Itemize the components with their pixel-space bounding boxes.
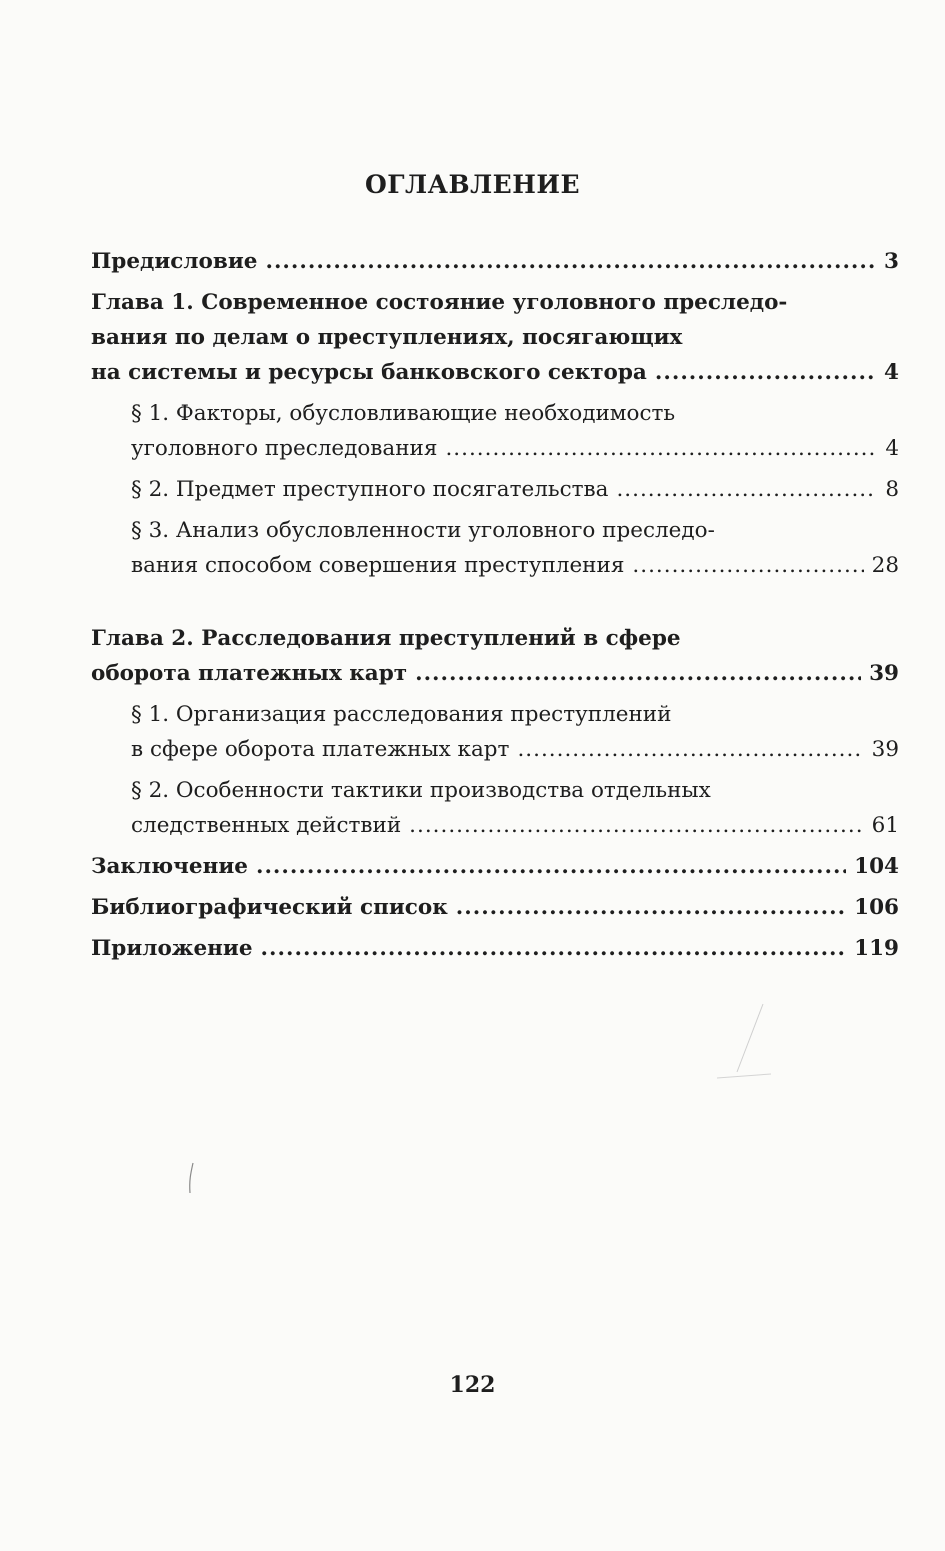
toc-entry-ch2-sec2[interactable]: [91, 773, 899, 843]
dot-leader: [415, 656, 861, 691]
entry-page: 3: [884, 249, 899, 274]
entry-line: § 1. Факторы, обусловливающие необходимость: [131, 401, 676, 426]
entry-title: на системы и ресурсы банковского сектора: [91, 360, 647, 385]
entry-title: Заключение: [91, 854, 248, 879]
entry-page: 119: [854, 936, 899, 961]
toc-title: ОГЛАВЛЕНИЕ: [364, 170, 581, 199]
entry-page: 39: [871, 737, 899, 762]
table-of-contents: [91, 244, 899, 966]
toc-entry-appendix[interactable]: [91, 931, 899, 966]
toc-entry-preface[interactable]: [91, 244, 899, 279]
entry-page: 39: [869, 661, 899, 686]
dot-leader: [456, 890, 846, 925]
entry-page: 4: [885, 436, 899, 461]
entry-page: 28: [871, 553, 899, 578]
entry-page: 8: [885, 477, 899, 502]
dot-leader: [445, 431, 877, 466]
entry-line: Глава 1. Современное состояние уголовного преследо-: [91, 290, 788, 315]
entry-title: вания способом совершения преступления: [131, 553, 625, 578]
entry-line: § 2. Особенности тактики производства отдельных: [131, 778, 711, 803]
entry-page: 61: [871, 813, 899, 838]
entry-page: 4: [884, 360, 899, 385]
toc-entry-chapter-2[interactable]: [91, 621, 899, 691]
dot-leader: [265, 244, 876, 279]
entry-title: § 2. Предмет преступного посягательства: [131, 477, 609, 502]
dot-leader: [517, 732, 863, 767]
page-number: 122: [449, 1372, 496, 1398]
entry-title: следственных действий: [131, 813, 402, 838]
entry-title: Предисловие: [91, 249, 258, 274]
toc-entry-ch1-sec2[interactable]: [91, 472, 899, 507]
entry-line: вания по делам о преступлениях, посягающих: [91, 325, 683, 350]
dot-leader: [256, 849, 846, 884]
entry-page: 106: [854, 895, 899, 920]
dot-leader: [261, 931, 847, 966]
toc-entry-ch1-sec1[interactable]: [91, 396, 899, 466]
paper-speck-mark: [184, 1160, 198, 1200]
toc-entry-ch2-sec1[interactable]: [91, 697, 899, 767]
toc-entry-bibliography[interactable]: [91, 890, 899, 925]
toc-entry-ch1-sec3[interactable]: [91, 513, 899, 583]
entry-title: уголовного преследования: [131, 436, 438, 461]
paper-scratch-mark: [715, 1000, 775, 1090]
entry-line: § 3. Анализ обусловленности уголовного преследо-: [131, 518, 715, 543]
entry-title: в сфере оборота платежных карт: [131, 737, 510, 762]
toc-entry-chapter-1[interactable]: [91, 285, 899, 390]
entry-title: оборота платежных карт: [91, 661, 408, 686]
entry-title: Библиографический список: [91, 895, 448, 920]
dot-leader: [632, 548, 863, 583]
dot-leader: [409, 808, 863, 843]
entry-title: Приложение: [91, 936, 253, 961]
entry-line: Глава 2. Расследования преступлений в сфере: [91, 626, 681, 651]
dot-leader: [655, 355, 876, 390]
dot-leader: [616, 472, 877, 507]
entry-line: § 1. Организация расследования преступлений: [131, 702, 672, 727]
entry-page: 104: [854, 854, 899, 879]
toc-entry-conclusion[interactable]: [91, 849, 899, 884]
